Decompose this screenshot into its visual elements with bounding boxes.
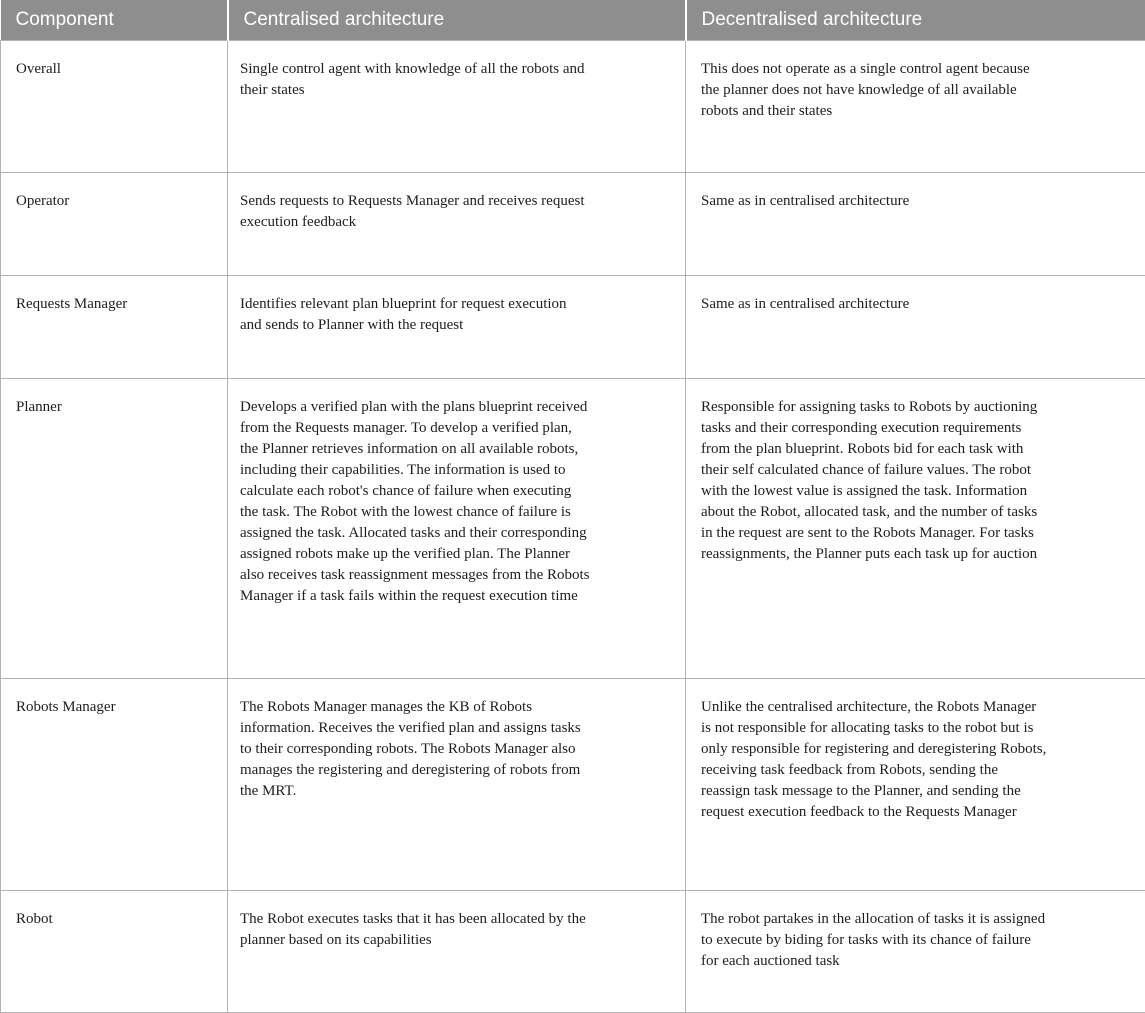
cell-decentralised: Unlike the centralised architecture, the Robots Manager is not responsible for allocating tasks to the robot but is only responsible for registering and deregistering Robots, receiving task feedback from Robots, sending the reassign task message to the Planner, and sending the request execution feedback to the Requests Manager xyxy=(686,679,1145,891)
cell-decentralised: The robot partakes in the allocation of tasks it is assigned to execute by biding for tasks with its chance of failure for each auctioned task xyxy=(686,891,1145,1013)
table-row xyxy=(1,173,1145,276)
cell-centralised: Develops a verified plan with the plans blueprint received from the Requests manager. To develop a verified plan, the Planner retrieves information on all available robots, including their capabilities. The information is used to calculate each robot's chance of failure when executing the task. The Robot with the lowest chance of failure is assigned the task. Allocated tasks and their corresponding assigned robots make up the verified plan. The Planner also receives task reassignment messages from the Robots Manager if a task fails within the request execution time xyxy=(228,379,686,679)
cell-centralised: The Robots Manager manages the KB of Robots information. Receives the verified plan and assigns tasks to their corresponding robots. The Robots Manager also manages the registering and deregistering of robots from the MRT. xyxy=(228,679,686,891)
table-row xyxy=(1,379,1145,679)
cell-decentralised: Same as in centralised architecture xyxy=(686,276,1145,379)
cell-component: Overall xyxy=(1,41,228,173)
table-row xyxy=(1,41,1145,173)
cell-centralised: The Robot executes tasks that it has been allocated by the planner based on its capabilities xyxy=(228,891,686,1013)
cell-centralised: Sends requests to Requests Manager and receives request execution feedback xyxy=(228,173,686,276)
header-decentralised: Decentralised architecture xyxy=(686,0,1145,41)
header-centralised: Centralised architecture xyxy=(228,0,686,41)
cell-component: Planner xyxy=(1,379,228,679)
cell-component: Robots Manager xyxy=(1,679,228,891)
cell-component: Requests Manager xyxy=(1,276,228,379)
cell-decentralised: Same as in centralised architecture xyxy=(686,173,1145,276)
table-body xyxy=(1,41,1145,1013)
cell-decentralised: Responsible for assigning tasks to Robots by auctioning tasks and their corresponding execution requirements from the plan blueprint. Robots bid for each task with their self calculated chance of failure values. The robot with the lowest value is assigned the task. Information about the Robot, allocated task, and the number of tasks in the request are sent to the Robots Manager. For tasks reassignments, the Planner puts each task up for auction xyxy=(686,379,1145,679)
table-header-row xyxy=(1,0,1145,41)
table-row xyxy=(1,276,1145,379)
table-row xyxy=(1,679,1145,891)
cell-decentralised: This does not operate as a single control agent because the planner does not have knowledge of all available robots and their states xyxy=(686,41,1145,173)
cell-centralised: Single control agent with knowledge of all the robots and their states xyxy=(228,41,686,173)
cell-centralised: Identifies relevant plan blueprint for request execution and sends to Planner with the request xyxy=(228,276,686,379)
table-row xyxy=(1,891,1145,1013)
cell-component: Operator xyxy=(1,173,228,276)
cell-component: Robot xyxy=(1,891,228,1013)
header-component: Component xyxy=(1,0,228,41)
